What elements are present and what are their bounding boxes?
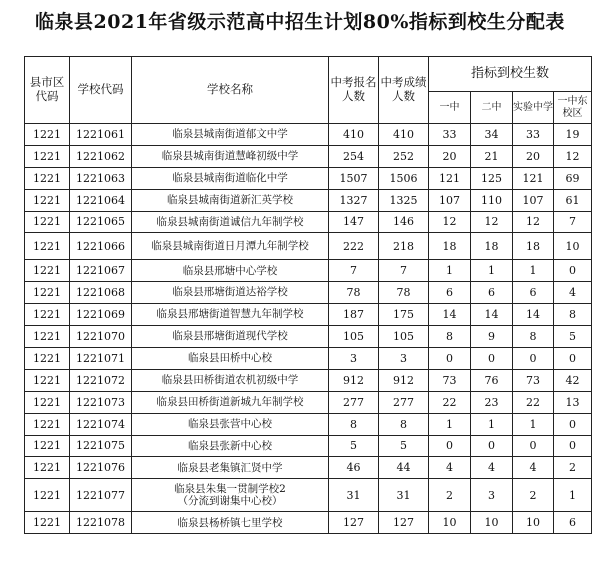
- applicants-cell: 1507: [329, 167, 379, 189]
- erzhong-cell: 12: [471, 211, 513, 233]
- table-row: [25, 304, 592, 326]
- applicants-cell: 8: [329, 413, 379, 435]
- header-applicants: 中考报名人数: [329, 57, 379, 124]
- yizhong-cell: 2: [429, 479, 471, 512]
- applicants-cell: 1327: [329, 189, 379, 211]
- table-row: [25, 435, 592, 457]
- header-row-top: [25, 57, 592, 92]
- applicants-cell: 105: [329, 326, 379, 348]
- shiyan-cell: 8: [513, 326, 554, 348]
- scored-cell: 912: [379, 369, 429, 391]
- county-code-cell: 1221: [25, 304, 70, 326]
- header-school-name: 学校名称: [132, 57, 329, 124]
- school-code-cell: 1221061: [70, 124, 132, 146]
- county-code-cell: 1221: [25, 391, 70, 413]
- scored-cell: 127: [379, 512, 429, 534]
- school-name-cell: 临泉县田桥街道新城九年制学校: [132, 391, 329, 413]
- applicants-cell: 46: [329, 457, 379, 479]
- yizhong-cell: 1: [429, 260, 471, 282]
- yizhong-cell: 121: [429, 167, 471, 189]
- erzhong-cell: 9: [471, 326, 513, 348]
- header-yizhong-east: 一中东校区: [554, 92, 592, 124]
- county-code-cell: 1221: [25, 457, 70, 479]
- header-school-code: 学校代码: [70, 57, 132, 124]
- erzhong-cell: 125: [471, 167, 513, 189]
- scored-cell: 5: [379, 435, 429, 457]
- east-campus-cell: 19: [554, 124, 592, 146]
- erzhong-cell: 4: [471, 457, 513, 479]
- east-campus-cell: 0: [554, 413, 592, 435]
- table-row: [25, 326, 592, 348]
- county-code-cell: 1221: [25, 124, 70, 146]
- scored-cell: 7: [379, 260, 429, 282]
- yizhong-cell: 6: [429, 282, 471, 304]
- scored-cell: 175: [379, 304, 429, 326]
- school-name-line-1: 临泉县朱集一贯制学校2: [174, 482, 286, 495]
- page-title: 临泉县2021年省级示范高中招生计划80%指标到校生分配表: [35, 11, 565, 33]
- east-campus-cell: 12: [554, 145, 592, 167]
- table-row: [25, 413, 592, 435]
- erzhong-cell: 10: [471, 512, 513, 534]
- scored-cell: 252: [379, 145, 429, 167]
- school-name-cell: 临泉县城南街道新汇英学校: [132, 189, 329, 211]
- county-code-cell: 1221: [25, 348, 70, 370]
- county-code-cell: 1221: [25, 189, 70, 211]
- school-code-cell: 1221075: [70, 435, 132, 457]
- shiyan-cell: 121: [513, 167, 554, 189]
- shiyan-cell: 12: [513, 211, 554, 233]
- scored-cell: 1506: [379, 167, 429, 189]
- shiyan-cell: 2: [513, 479, 554, 512]
- county-code-cell: 1221: [25, 233, 70, 260]
- yizhong-cell: 107: [429, 189, 471, 211]
- quota-table: [24, 56, 592, 534]
- school-name-cell: 临泉县田桥街道农机初级中学: [132, 369, 329, 391]
- school-code-cell: 1221072: [70, 369, 132, 391]
- east-campus-cell: 0: [554, 260, 592, 282]
- county-code-cell: 1221: [25, 413, 70, 435]
- applicants-cell: 187: [329, 304, 379, 326]
- school-code-cell: 1221078: [70, 512, 132, 534]
- applicants-cell: 222: [329, 233, 379, 260]
- school-name-cell: 临泉县邢塘街道达裕学校: [132, 282, 329, 304]
- table-row: [25, 145, 592, 167]
- erzhong-cell: 6: [471, 282, 513, 304]
- erzhong-cell: 14: [471, 304, 513, 326]
- table-row: [25, 211, 592, 233]
- header-shiyan: 实验中学: [513, 92, 554, 124]
- shiyan-cell: 6: [513, 282, 554, 304]
- school-code-cell: 1221067: [70, 260, 132, 282]
- erzhong-cell: 21: [471, 145, 513, 167]
- shiyan-cell: 0: [513, 435, 554, 457]
- school-code-cell: 1221076: [70, 457, 132, 479]
- scored-cell: 277: [379, 391, 429, 413]
- scored-cell: 1325: [379, 189, 429, 211]
- scored-cell: 105: [379, 326, 429, 348]
- yizhong-cell: 33: [429, 124, 471, 146]
- table-row: [25, 348, 592, 370]
- table-row: [25, 124, 592, 146]
- school-name-cell: 临泉县城南街道日月潭九年制学校: [132, 233, 329, 260]
- scored-cell: 8: [379, 413, 429, 435]
- east-campus-cell: 10: [554, 233, 592, 260]
- applicants-cell: 410: [329, 124, 379, 146]
- school-name-cell: 临泉县田桥中心校: [132, 348, 329, 370]
- applicants-cell: 147: [329, 211, 379, 233]
- header-yizhong: 一中: [429, 92, 471, 124]
- applicants-cell: 127: [329, 512, 379, 534]
- yizhong-cell: 20: [429, 145, 471, 167]
- erzhong-cell: 3: [471, 479, 513, 512]
- school-name-line-2: （分流到谢集中心校）: [177, 495, 283, 508]
- yizhong-cell: 22: [429, 391, 471, 413]
- school-code-cell: 1221066: [70, 233, 132, 260]
- school-name-cell: 临泉县邢塘街道智慧九年制学校: [132, 304, 329, 326]
- school-code-cell: 1221077: [70, 479, 132, 512]
- scored-cell: 44: [379, 457, 429, 479]
- header-county-code: 县市区代码: [25, 57, 70, 124]
- county-code-cell: 1221: [25, 167, 70, 189]
- scored-cell: 146: [379, 211, 429, 233]
- yizhong-cell: 18: [429, 233, 471, 260]
- county-code-cell: 1221: [25, 326, 70, 348]
- school-code-cell: 1221063: [70, 167, 132, 189]
- county-code-cell: 1221: [25, 145, 70, 167]
- shiyan-cell: 10: [513, 512, 554, 534]
- table-row: [25, 282, 592, 304]
- table-row: [25, 369, 592, 391]
- shiyan-cell: 18: [513, 233, 554, 260]
- table-row: [25, 167, 592, 189]
- yizhong-cell: 8: [429, 326, 471, 348]
- county-code-cell: 1221: [25, 512, 70, 534]
- school-code-cell: 1221074: [70, 413, 132, 435]
- shiyan-cell: 0: [513, 348, 554, 370]
- table-row: [25, 233, 592, 260]
- school-name-cell: 临泉县城南街道诚信九年制学校: [132, 211, 329, 233]
- erzhong-cell: 34: [471, 124, 513, 146]
- school-name-cell: 临泉县张新中心校: [132, 435, 329, 457]
- applicants-cell: 31: [329, 479, 379, 512]
- applicants-cell: 3: [329, 348, 379, 370]
- shiyan-cell: 4: [513, 457, 554, 479]
- east-campus-cell: 61: [554, 189, 592, 211]
- applicants-cell: 912: [329, 369, 379, 391]
- scored-cell: 31: [379, 479, 429, 512]
- yizhong-cell: 14: [429, 304, 471, 326]
- table-row: [25, 391, 592, 413]
- east-campus-cell: 13: [554, 391, 592, 413]
- yizhong-cell: 0: [429, 348, 471, 370]
- school-name-cell: 临泉县杨桥镇七里学校: [132, 512, 329, 534]
- erzhong-cell: 1: [471, 413, 513, 435]
- applicants-cell: 5: [329, 435, 379, 457]
- east-campus-cell: 69: [554, 167, 592, 189]
- east-campus-cell: 4: [554, 282, 592, 304]
- east-campus-cell: 0: [554, 435, 592, 457]
- scored-cell: 218: [379, 233, 429, 260]
- school-name-cell: 临泉县邢塘中心学校: [132, 260, 329, 282]
- shiyan-cell: 22: [513, 391, 554, 413]
- applicants-cell: 277: [329, 391, 379, 413]
- shiyan-cell: 1: [513, 413, 554, 435]
- east-campus-cell: 42: [554, 369, 592, 391]
- yizhong-cell: 4: [429, 457, 471, 479]
- east-campus-cell: 8: [554, 304, 592, 326]
- shiyan-cell: 20: [513, 145, 554, 167]
- scored-cell: 78: [379, 282, 429, 304]
- table-body: [25, 124, 592, 534]
- scored-cell: 3: [379, 348, 429, 370]
- erzhong-cell: 0: [471, 435, 513, 457]
- school-name-cell: 临泉县老集镇汇贤中学: [132, 457, 329, 479]
- east-campus-cell: 2: [554, 457, 592, 479]
- shiyan-cell: 107: [513, 189, 554, 211]
- county-code-cell: 1221: [25, 282, 70, 304]
- school-name-cell: [132, 479, 329, 512]
- county-code-cell: 1221: [25, 369, 70, 391]
- yizhong-cell: 1: [429, 413, 471, 435]
- school-code-cell: 1221062: [70, 145, 132, 167]
- county-code-cell: 1221: [25, 435, 70, 457]
- erzhong-cell: 23: [471, 391, 513, 413]
- scored-cell: 410: [379, 124, 429, 146]
- shiyan-cell: 73: [513, 369, 554, 391]
- school-code-cell: 1221070: [70, 326, 132, 348]
- county-code-cell: 1221: [25, 260, 70, 282]
- school-name-cell: 临泉县邢塘街道现代学校: [132, 326, 329, 348]
- table-row: [25, 457, 592, 479]
- erzhong-cell: 76: [471, 369, 513, 391]
- table-row: [25, 260, 592, 282]
- east-campus-cell: 1: [554, 479, 592, 512]
- county-code-cell: 1221: [25, 479, 70, 512]
- east-campus-cell: 6: [554, 512, 592, 534]
- header-quota-group: 指标到校生数: [429, 57, 592, 92]
- school-code-cell: 1221068: [70, 282, 132, 304]
- applicants-cell: 78: [329, 282, 379, 304]
- yizhong-cell: 10: [429, 512, 471, 534]
- school-name-cell: 临泉县城南街道临化中学: [132, 167, 329, 189]
- school-code-cell: 1221071: [70, 348, 132, 370]
- shiyan-cell: 1: [513, 260, 554, 282]
- erzhong-cell: 110: [471, 189, 513, 211]
- erzhong-cell: 1: [471, 260, 513, 282]
- east-campus-cell: 7: [554, 211, 592, 233]
- school-code-cell: 1221064: [70, 189, 132, 211]
- shiyan-cell: 14: [513, 304, 554, 326]
- table-row: [25, 189, 592, 211]
- school-name-cell: 临泉县城南街道郁文中学: [132, 124, 329, 146]
- yizhong-cell: 73: [429, 369, 471, 391]
- header-erzhong: 二中: [471, 92, 513, 124]
- header-scored: 中考成绩人数: [379, 57, 429, 124]
- yizhong-cell: 12: [429, 211, 471, 233]
- east-campus-cell: 0: [554, 348, 592, 370]
- erzhong-cell: 18: [471, 233, 513, 260]
- east-campus-cell: 5: [554, 326, 592, 348]
- school-code-cell: 1221065: [70, 211, 132, 233]
- county-code-cell: 1221: [25, 211, 70, 233]
- erzhong-cell: 0: [471, 348, 513, 370]
- school-name-cell: 临泉县城南街道慧峰初级中学: [132, 145, 329, 167]
- table-row: [25, 479, 592, 512]
- school-code-cell: 1221069: [70, 304, 132, 326]
- school-code-cell: 1221073: [70, 391, 132, 413]
- applicants-cell: 254: [329, 145, 379, 167]
- yizhong-cell: 0: [429, 435, 471, 457]
- applicants-cell: 7: [329, 260, 379, 282]
- shiyan-cell: 33: [513, 124, 554, 146]
- table-row: [25, 512, 592, 534]
- school-name-cell: 临泉县张营中心校: [132, 413, 329, 435]
